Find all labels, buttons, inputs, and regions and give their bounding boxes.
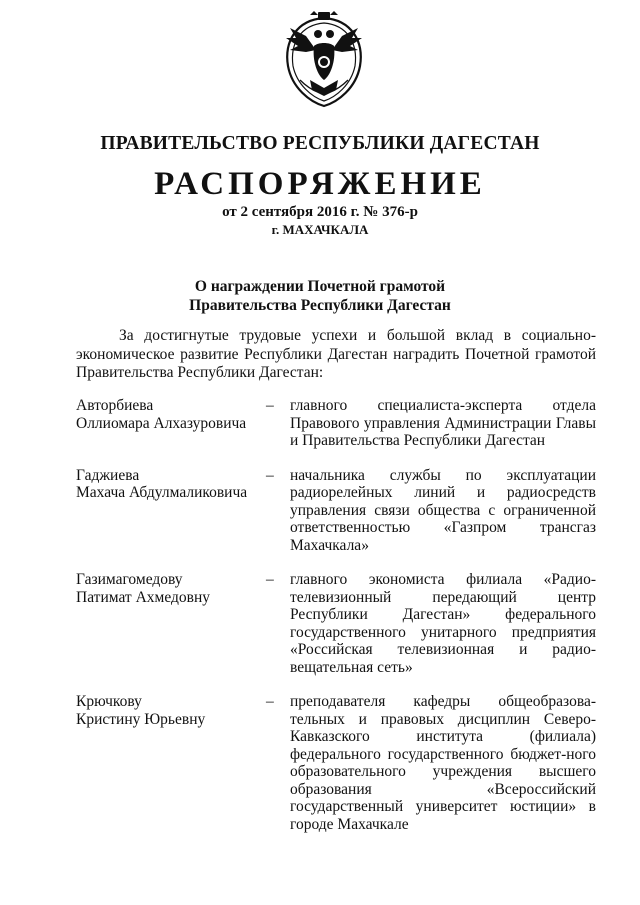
awardee-name bbox=[76, 571, 266, 676]
awardee-given-names: Кристину Юрьевну bbox=[76, 710, 206, 728]
document-subject bbox=[0, 277, 640, 315]
awardee-surname: Крючкову bbox=[76, 693, 142, 710]
awardee-surname: Газимагомедову bbox=[76, 571, 183, 588]
awardee-given-names: Оллиомара Алхазуровича bbox=[76, 414, 247, 432]
awardee-row bbox=[76, 467, 596, 555]
subject-line: О награждении Почетной грамотой bbox=[194, 278, 446, 295]
document-date-number: от 2 сентября 2016 г. № 376-р bbox=[222, 204, 418, 220]
awardee-dash: – bbox=[266, 466, 274, 484]
awardee-given-names: Махача Абдулмаликовича bbox=[76, 484, 248, 501]
awardee-dash: – bbox=[266, 693, 274, 710]
awardee-name bbox=[76, 693, 266, 833]
awardee-row bbox=[76, 693, 596, 833]
awardee-row bbox=[76, 397, 596, 450]
awardee-name bbox=[76, 397, 266, 450]
awardee-position: преподавателя кафедры общеобразова-тельных и правовых дисциплин Северо-Кавказского института (филиала) федерального государственного бюджет-ного образовательного учреждения высшего образования «Всероссийский государственный университет юстиции» в городе Махачкале bbox=[290, 693, 596, 833]
awardee-given-names: Патимат Ахмедовну bbox=[76, 588, 210, 606]
awardee-position: главного специалиста-эксперта отдела Правового управления Администрации Главы и Правительства Республики Дагестан bbox=[290, 397, 596, 449]
subject-line: Правительства Республики Дагестан bbox=[189, 297, 451, 314]
awardee-position: главного экономиста филиала «Радио-телевизионный передающий центр Республики Дагестан» федерального государственного унитарного предприятия «Российская телевизионная и радио-вещательная сеть» bbox=[290, 571, 596, 676]
intro-text: За достигнутые трудовые успехи и большой вклад в социально-экономическое развитие Республики Дагестан наградить Почетной грамотой Правительства Республики Дагестан: bbox=[76, 327, 596, 381]
document-type-heading: РАСПОРЯЖЕНИЕ bbox=[154, 166, 486, 202]
awardees-list bbox=[76, 397, 596, 850]
organization-title: ПРАВИТЕЛЬСТВО РЕСПУБЛИКИ ДАГЕСТАН bbox=[100, 133, 540, 154]
awardee-surname: Гаджиева bbox=[76, 466, 140, 484]
intro-paragraph bbox=[76, 327, 596, 383]
awardee-surname: Авторбиева bbox=[76, 397, 154, 414]
awardee-name bbox=[76, 467, 266, 555]
awardee-dash: – bbox=[266, 571, 274, 588]
coat-of-arms-icon bbox=[276, 10, 372, 110]
awardee-position: начальника службы по эксплуатации радиорелейных линий и радиосредств управления связи общества с ограниченной ответственностью «Газпром трансгаз Махачкала» bbox=[290, 466, 596, 554]
awardee-row bbox=[76, 571, 596, 676]
awardee-dash: – bbox=[266, 397, 274, 414]
document-city: г. МАХАЧКАЛА bbox=[271, 222, 369, 237]
